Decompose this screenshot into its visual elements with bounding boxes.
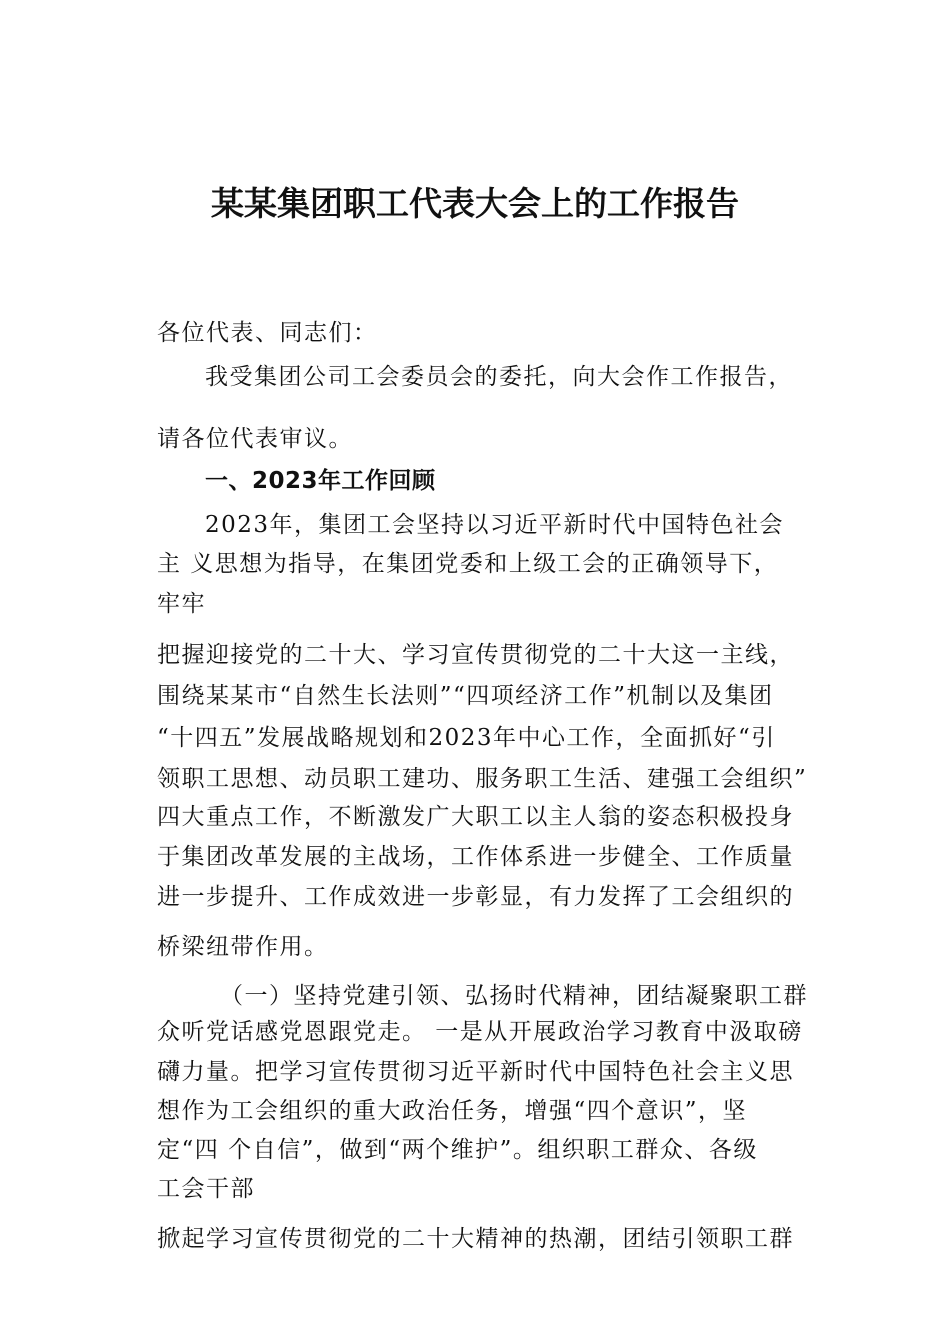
paragraph-line: 桥梁纽带作用。 <box>157 934 329 960</box>
paragraph-line: “十四五”发展战略规划和2023年中心工作，全面抓好“引 <box>157 725 776 751</box>
paragraph-line: 礴力量。把学习宣传贯彻习近平新时代中国特色社会主义思 <box>157 1059 794 1085</box>
paragraph-line: 四大重点工作，不断激发广大职工以主人翁的姿态积极投身 <box>157 804 794 830</box>
paragraph-line: 掀起学习宣传贯彻党的二十大精神的热潮，团结引领职工群 <box>157 1226 794 1252</box>
paragraph-line: 进一步提升、工作成效进一步彰显，有力发挥了工会组织的 <box>157 884 794 910</box>
paragraph-line: 牢牢 <box>157 591 206 617</box>
paragraph-line: 把握迎接党的二十大、学习宣传贯彻党的二十大这一主线， <box>157 642 794 668</box>
paragraph-line: 领职工思想、动员职工建功、服务职工生活、建强工会组织” <box>157 766 808 792</box>
document-title: 某某集团职工代表大会上的工作报告 <box>211 184 739 223</box>
section-heading: 一、2023年工作回顾 <box>205 468 436 494</box>
paragraph-line: 请各位代表审议。 <box>157 426 353 452</box>
paragraph-line: 工会干部 <box>157 1176 255 1202</box>
subsection-line: （一）坚持党建引领、弘扬时代精神，团结凝聚职工群 <box>220 983 808 1009</box>
paragraph-line: 定“四 个自信”，做到“两个维护”。组织职工群众、各级 <box>157 1137 758 1163</box>
paragraph-line: 我受集团公司工会委员会的委托，向大会作工作报告， <box>205 364 793 390</box>
paragraph-line: 众听党话感党恩跟党走。 一是从开展政治学习教育中汲取磅 <box>157 1019 803 1045</box>
paragraph-line: 主 义思想为指导，在集团党委和上级工会的正确领导下， <box>157 551 779 577</box>
paragraph-line: 想作为工会组织的重大政治任务，增强“四个意识”，坚 <box>157 1098 748 1124</box>
paragraph-line: 2023年，集团工会坚持以习近平新时代中国特色社会 <box>205 512 785 538</box>
paragraph-line: 围绕某某市“自然生长法则”“四项经济工作”机制以及集团 <box>157 683 774 709</box>
paragraph-line: 于集团改革发展的主战场，工作体系进一步健全、工作质量 <box>157 844 794 870</box>
salutation: 各位代表、同志们： <box>157 320 378 346</box>
